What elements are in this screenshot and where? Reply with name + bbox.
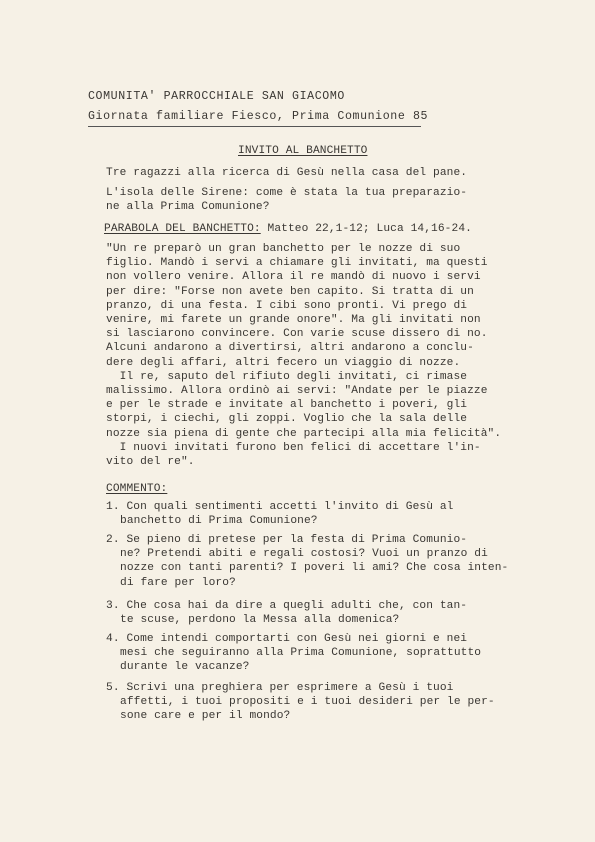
document-title: INVITO AL BANCHETTO: [238, 145, 368, 157]
parable-line: non vollero venire. Allora il re mandò di nuovo i servi: [106, 271, 481, 284]
commento-item-line: 5. Scrivi una preghiera per esprimere a Gesù i tuoi: [106, 682, 454, 694]
parable-line: Il re, saputo del rifiuto degli invitati, ci rimase: [106, 370, 468, 383]
commento-item-line: banchetto di Prima Comunione?: [120, 515, 318, 528]
parable-line: storpi, i ciechi, gli zoppi. Voglio che la sala delle: [106, 413, 468, 426]
intro-line: Tre ragazzi alla ricerca di Gesù nella casa del pane.: [106, 167, 468, 179]
commento-item-line: ne? Pretendi abiti e regali costosi? Vuoi un pranzo di: [120, 548, 488, 561]
commento-item-line: affetti, i tuoi propositi e i tuoi desideri per le per-: [120, 696, 495, 709]
commento-item-line: 1. Con quali sentimenti accetti l'invito di Gesù al: [106, 501, 454, 513]
parable-label: PARABOLA DEL BANCHETTO:: [104, 223, 261, 235]
commento-item-line: durante le vacanze?: [120, 661, 250, 674]
parable-line: pranzo, di una festa. I cibi sono pronti. Vi prego di: [106, 299, 468, 312]
header-rule: [88, 126, 421, 127]
commento-item-line: te scuse, perdono la Messa alla domenica?: [120, 614, 400, 627]
commento-heading: COMMENTO:: [106, 483, 168, 495]
intro-line: L'isola delle Sirene: come è stata la tua preparazio-: [106, 187, 468, 199]
parable-line: malissimo. Allora ordinò ai servi: "Andate per le piazze: [106, 385, 488, 397]
intro-line: ne alla Prima Comunione?: [106, 201, 270, 213]
parish-name: COMUNITA' PARROCCHIALE SAN GIACOMO: [88, 90, 345, 103]
commento-item-line: di fare per loro?: [120, 576, 236, 589]
commento-item-line: 2. Se pieno di pretese per la festa di Prima Comunio-: [106, 534, 468, 546]
parable-refs: Matteo 22,1-12; Luca 14,16-24.: [260, 223, 472, 235]
commento-item-line: 4. Come intendi comportarti con Gesù nei giorni e nei: [106, 633, 468, 645]
parable-line: Alcuni andarono a divertirsi, altri andarono a conclu-: [106, 342, 474, 355]
commento-item-line: nozze con tanti parenti? I poveri li ami? Che cosa inten-: [120, 562, 509, 575]
parable-line: figlio. Mandò i servi a chiamare gli invitati, ma questi: [106, 257, 488, 270]
commento-item-line: 3. Che cosa hai da dire a quegli adulti che, con tan-: [106, 600, 468, 612]
commento-item-line: mesi che seguiranno alla Prima Comunione, soprattutto: [120, 647, 482, 660]
event-line: Giornata familiare Fiesco, Prima Comunione 85: [88, 110, 429, 123]
commento-item-line: sone care e per il mondo?: [120, 710, 291, 723]
parable-line: e per le strade e invitate al banchetto i poveri, gli: [106, 399, 468, 412]
parable-line: si lasciarono convincere. Con varie scuse dissero di no.: [106, 328, 488, 341]
parable-line: nozze sia piena di gente che partecipi alla mia felicità".: [106, 427, 502, 440]
parable-line: dere degli affari, altri fecero un viaggio di nozze.: [106, 356, 461, 369]
parable-line: "Un re preparò un gran banchetto per le nozze di suo: [106, 243, 461, 255]
parable-line: per dire: "Forse non avete ben capito. Si tratta di un: [106, 285, 474, 298]
parable-line: vito del re".: [106, 456, 195, 468]
parable-heading: [104, 222, 472, 236]
parable-line: I nuovi invitati furono ben felici di accettare l'in-: [106, 441, 481, 454]
parable-line: venire, mi farete un grande onore". Ma gli invitati non: [106, 314, 481, 326]
